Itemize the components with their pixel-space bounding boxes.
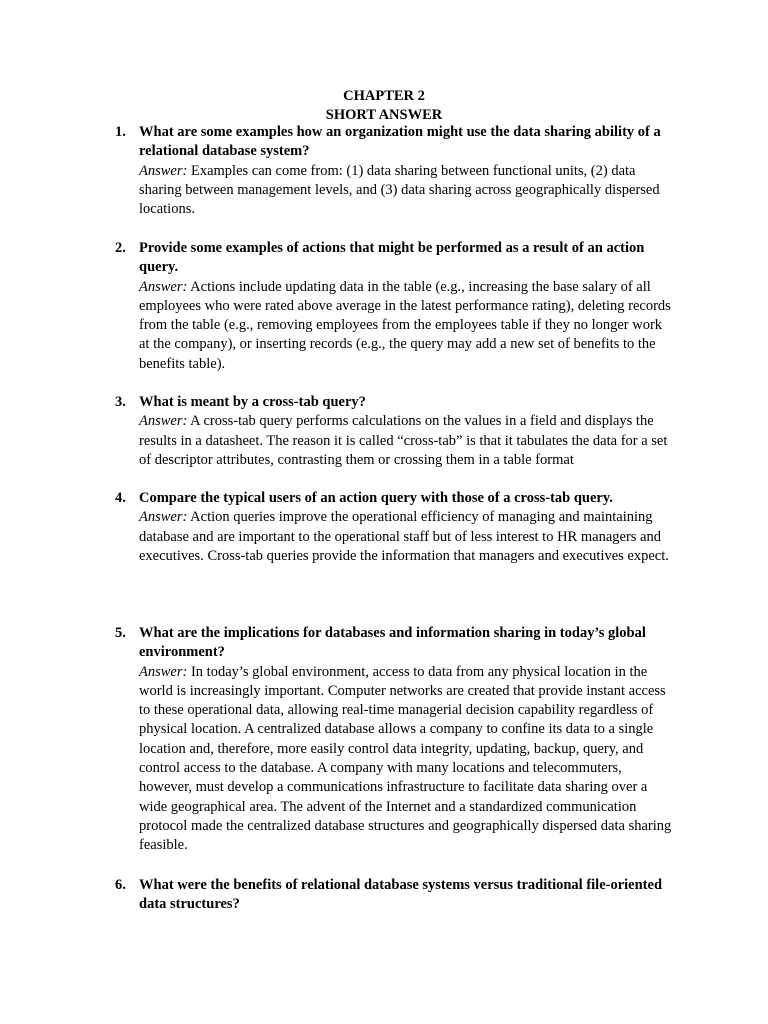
answer-text: Examples can come from: (1) data sharing between functional units, (2) data sharing between management levels, and (3) data sharing across geographically dispersed locations. <box>139 162 660 218</box>
question-item-6 <box>115 876 675 915</box>
question-number: 4. <box>115 490 126 506</box>
question-number: 2. <box>115 240 126 256</box>
question-item-3 <box>115 393 675 470</box>
answer-block <box>139 412 675 470</box>
question-number: 5. <box>115 625 126 641</box>
answer-text: Actions include updating data in the table (e.g., increasing the base salary of all employees who were rated above average in the latest performance rating), deleting records from the table (e.g., removing employees from the employees table if they no longer work at the company), or inserting records (e.g., the query may add a new set of benefits to the benefits table). <box>139 278 671 372</box>
answer-label: Answer: <box>139 278 188 295</box>
question-number: 1. <box>115 124 126 140</box>
question-item-5 <box>115 624 675 856</box>
question-text: What were the benefits of relational database systems versus traditional file-oriented data structures? <box>139 877 663 913</box>
answer-label: Answer: <box>139 162 188 179</box>
answer-block <box>139 162 675 220</box>
answer-text: A cross-tab query performs calculations on the values in a field and displays the results in a datasheet. The reason it is called “cross-tab” is that it tabulates the data for a set of descriptor attributes, contrasting them or crossing them in a table format <box>139 413 668 468</box>
question-text: What is meant by a cross-tab query? <box>139 394 366 410</box>
answer-block <box>139 663 675 856</box>
answer-text: Action queries improve the operational efficiency of managing and maintaining database and are important to the operational staff but of less interest to HR managers and executives. Cross-tab queries provide the information that managers and executives expect. <box>139 509 669 564</box>
question-number: 6. <box>115 877 126 893</box>
question-text: What are the implications for databases and information sharing in today’s global environment? <box>139 625 646 661</box>
question-item-1 <box>115 123 675 219</box>
question-text: Compare the typical users of an action query with those of a cross-tab query. <box>139 490 613 506</box>
answer-text: In today’s global environment, access to data from any physical location in the world is increasingly important. Computer networks are created that provide instant access to these operational data, allowing real-time managerial decision capability regardless of physical location. A centralized database allows a company to confine its data to a single location and, therefore, more easily control data integrity, updating, backup, query, and control access to the database. A company with many locations and telecommuters, however, must develop a communications infrastructure to facilitate data sharing over a wide geographical area. The advent of the Internet and a standardized communication protocol made the centralized database structures and geographically dispersed data sharing feasible. <box>139 663 672 854</box>
question-item-4 <box>115 489 675 566</box>
section-title: SHORT ANSWER <box>325 107 443 123</box>
question-number: 3. <box>115 394 126 410</box>
question-text: What are some examples how an organization might use the data sharing ability of a relational database system? <box>139 124 661 160</box>
answer-label: Answer: <box>139 413 188 430</box>
answer-label: Answer: <box>139 663 188 680</box>
answer-block <box>139 278 675 374</box>
question-text: Provide some examples of actions that might be performed as a result of an action query. <box>139 240 645 276</box>
answer-block <box>139 508 675 566</box>
answer-label: Answer: <box>139 509 188 526</box>
chapter-title: CHAPTER 2 <box>343 88 425 104</box>
question-item-2 <box>115 239 675 374</box>
